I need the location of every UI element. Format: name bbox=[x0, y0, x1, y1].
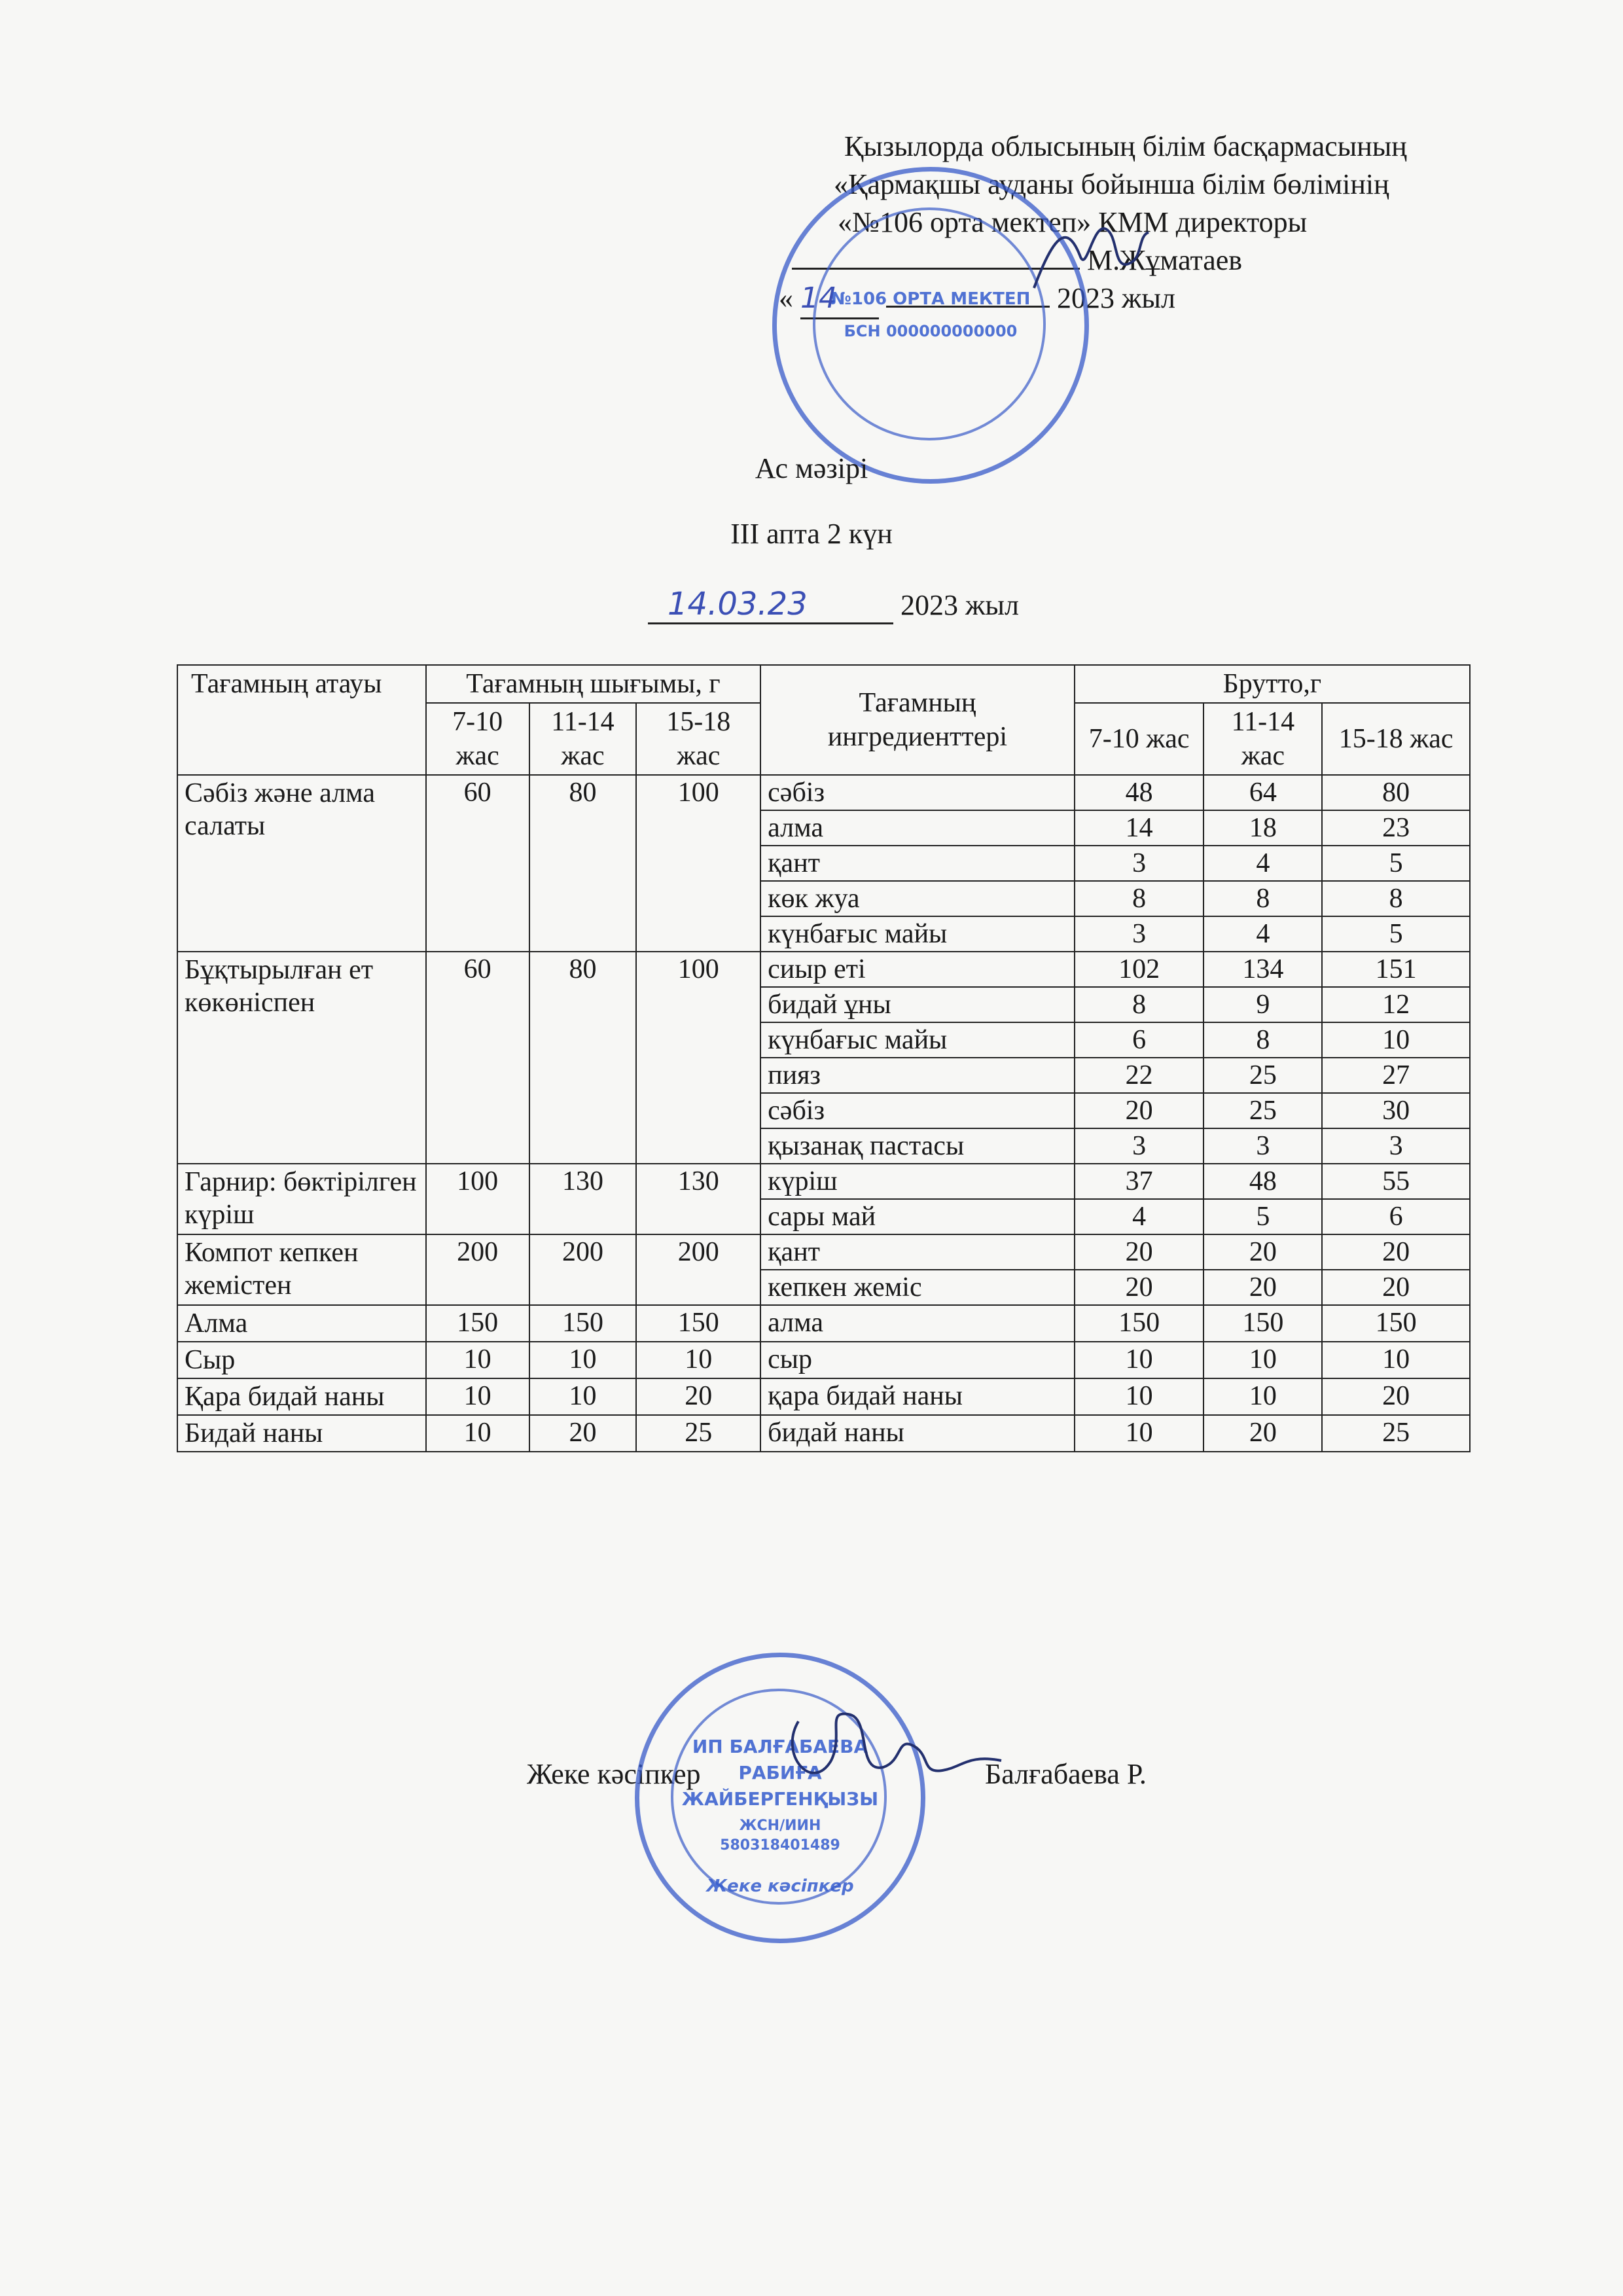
brutto-value: 20 bbox=[1075, 1093, 1204, 1128]
dish-yield: 150 bbox=[529, 1305, 637, 1342]
menu-date-line bbox=[648, 586, 1019, 624]
table-row bbox=[177, 1305, 1470, 1342]
approval-line-3: «№106 орта мектеп» КММ директоры bbox=[838, 206, 1308, 238]
header-yield: Тағамның шығымы, г bbox=[426, 665, 760, 703]
brutto-value: 151 bbox=[1322, 952, 1470, 987]
brutto-value: 20 bbox=[1075, 1270, 1204, 1305]
brutto-value: 9 bbox=[1204, 987, 1322, 1022]
brutto-value: 6 bbox=[1322, 1199, 1470, 1234]
dish-yield: 10 bbox=[426, 1415, 529, 1452]
header-brutto: Брутто,г bbox=[1075, 665, 1470, 703]
brutto-value: 4 bbox=[1075, 1199, 1204, 1234]
brutto-value: 23 bbox=[1322, 810, 1470, 846]
brutto-value: 48 bbox=[1204, 1164, 1322, 1199]
director-name: М.Жұматаев bbox=[1087, 244, 1243, 276]
header-brutto-15-18: 15-18 жас bbox=[1322, 703, 1470, 775]
table-row bbox=[177, 1415, 1470, 1452]
ingredient-name: бидай ұны bbox=[760, 987, 1075, 1022]
menu-year: 2023 жыл bbox=[901, 589, 1019, 621]
footer-left: Жеке кәсіпкер bbox=[527, 1758, 701, 1790]
dish-yield: 20 bbox=[636, 1378, 760, 1415]
dish-yield: 10 bbox=[636, 1342, 760, 1378]
brutto-value: 4 bbox=[1204, 846, 1322, 881]
dish-yield: 150 bbox=[636, 1305, 760, 1342]
dish-name: Компот кепкен жемістен bbox=[177, 1234, 426, 1305]
dish-name: Қара бидай наны bbox=[177, 1378, 426, 1415]
table-row bbox=[177, 775, 1470, 810]
brutto-value: 64 bbox=[1204, 775, 1322, 810]
ip-stamp-text-2: РАБИҒА bbox=[738, 1762, 822, 1784]
brutto-value: 10 bbox=[1322, 1342, 1470, 1378]
dish-name: Бидай наны bbox=[177, 1415, 426, 1452]
brutto-value: 3 bbox=[1075, 1128, 1204, 1164]
ingredient-name: кепкен жеміс bbox=[760, 1270, 1075, 1305]
dish-yield: 60 bbox=[426, 775, 529, 952]
ingredient-name: алма bbox=[760, 810, 1075, 846]
brutto-value: 5 bbox=[1322, 846, 1470, 881]
header-dish: Тағамның атауы bbox=[177, 665, 426, 775]
brutto-value: 55 bbox=[1322, 1164, 1470, 1199]
header-age-15-18: 15-18 жас bbox=[636, 703, 760, 775]
dish-name: Бұқтырылған ет көкөніспен bbox=[177, 952, 426, 1164]
brutto-value: 102 bbox=[1075, 952, 1204, 987]
ingredient-name: қара бидай наны bbox=[760, 1378, 1075, 1415]
ingredient-name: пияз bbox=[760, 1058, 1075, 1093]
dish-yield: 60 bbox=[426, 952, 529, 1164]
brutto-value: 80 bbox=[1322, 775, 1470, 810]
brutto-value: 8 bbox=[1204, 1022, 1322, 1058]
table-row bbox=[177, 1234, 1470, 1270]
table-row bbox=[177, 1378, 1470, 1415]
brutto-value: 10 bbox=[1075, 1378, 1204, 1415]
brutto-value: 30 bbox=[1322, 1093, 1470, 1128]
brutto-value: 3 bbox=[1204, 1128, 1322, 1164]
dish-yield: 200 bbox=[529, 1234, 637, 1305]
director-signature bbox=[1021, 196, 1152, 301]
table-row bbox=[177, 952, 1470, 987]
ip-stamp-text-1: ИП БАЛҒАБАЕВА bbox=[692, 1736, 868, 1757]
header-age-11-14: 11-14 жас bbox=[529, 703, 637, 775]
brutto-value: 5 bbox=[1204, 1199, 1322, 1234]
brutto-value: 3 bbox=[1075, 916, 1204, 952]
footer-right: Балғабаева Р. bbox=[985, 1758, 1147, 1790]
entrepreneur-signature bbox=[772, 1695, 1008, 1800]
ip-stamp-text-4: ЖСН/ИИН bbox=[739, 1818, 821, 1834]
brutto-value: 8 bbox=[1322, 881, 1470, 916]
brutto-value: 25 bbox=[1322, 1415, 1470, 1452]
brutto-value: 134 bbox=[1204, 952, 1322, 987]
brutto-value: 10 bbox=[1204, 1342, 1322, 1378]
brutto-value: 37 bbox=[1075, 1164, 1204, 1199]
brutto-value: 150 bbox=[1204, 1305, 1322, 1342]
menu-table-body bbox=[177, 775, 1470, 1452]
dish-yield: 130 bbox=[529, 1164, 637, 1234]
date-quote: « bbox=[779, 282, 793, 314]
dish-yield: 200 bbox=[636, 1234, 760, 1305]
ingredient-name: бидай наны bbox=[760, 1415, 1075, 1452]
dish-name: Сәбіз және алма салаты bbox=[177, 775, 426, 952]
dish-yield: 100 bbox=[636, 775, 760, 952]
brutto-value: 20 bbox=[1204, 1415, 1322, 1452]
header-brutto-11-14: 11-14 жас bbox=[1204, 703, 1322, 775]
approval-line-1: Қызылорда облысының білім басқармасының bbox=[844, 130, 1407, 162]
brutto-value: 25 bbox=[1204, 1093, 1322, 1128]
brutto-value: 6 bbox=[1075, 1022, 1204, 1058]
ingredient-name: көк жуа bbox=[760, 881, 1075, 916]
approval-year: 2023 жыл bbox=[1057, 282, 1175, 314]
brutto-value: 8 bbox=[1075, 987, 1204, 1022]
brutto-value: 22 bbox=[1075, 1058, 1204, 1093]
ingredient-name: күнбағыс майы bbox=[760, 1022, 1075, 1058]
brutto-value: 20 bbox=[1322, 1234, 1470, 1270]
menu-date-handwritten: 14.03.23 bbox=[648, 586, 893, 624]
brutto-value: 27 bbox=[1322, 1058, 1470, 1093]
brutto-value: 25 bbox=[1204, 1058, 1322, 1093]
header-ingredients: Тағамның ингредиенттері bbox=[760, 665, 1075, 775]
brutto-value: 20 bbox=[1075, 1234, 1204, 1270]
header-age-7-10: 7-10 жас bbox=[426, 703, 529, 775]
brutto-value: 3 bbox=[1075, 846, 1204, 881]
brutto-value: 48 bbox=[1075, 775, 1204, 810]
dish-yield: 10 bbox=[426, 1378, 529, 1415]
dish-yield: 150 bbox=[426, 1305, 529, 1342]
table-row bbox=[177, 1342, 1470, 1378]
brutto-value: 150 bbox=[1075, 1305, 1204, 1342]
date-handwritten: 14 bbox=[800, 279, 879, 319]
dish-name: Алма bbox=[177, 1305, 426, 1342]
brutto-value: 12 bbox=[1322, 987, 1470, 1022]
menu-table bbox=[177, 664, 1471, 1452]
dish-yield: 10 bbox=[529, 1342, 637, 1378]
ingredient-name: сәбіз bbox=[760, 775, 1075, 810]
dish-yield: 130 bbox=[636, 1164, 760, 1234]
dish-yield: 80 bbox=[529, 952, 637, 1164]
ingredient-name: сары май bbox=[760, 1199, 1075, 1234]
ingredient-name: қант bbox=[760, 846, 1075, 881]
brutto-value: 20 bbox=[1204, 1270, 1322, 1305]
dish-yield: 25 bbox=[636, 1415, 760, 1452]
table-row bbox=[177, 1164, 1470, 1199]
dish-name: Гарнир: бөктірілген күріш bbox=[177, 1164, 426, 1234]
ingredient-name: сәбіз bbox=[760, 1093, 1075, 1128]
ip-stamp-text-6: Жеке кәсіпкер bbox=[706, 1876, 854, 1896]
dish-yield: 100 bbox=[426, 1164, 529, 1234]
brutto-value: 3 bbox=[1322, 1128, 1470, 1164]
dish-name: Сыр bbox=[177, 1342, 426, 1378]
page-title: Ас мәзірі bbox=[755, 452, 868, 484]
dish-yield: 10 bbox=[426, 1342, 529, 1378]
ingredient-name: қызанақ пастасы bbox=[760, 1128, 1075, 1164]
dish-yield: 20 bbox=[529, 1415, 637, 1452]
ingredient-name: күнбағыс майы bbox=[760, 916, 1075, 952]
brutto-value: 10 bbox=[1075, 1342, 1204, 1378]
brutto-value: 150 bbox=[1322, 1305, 1470, 1342]
brutto-value: 20 bbox=[1322, 1270, 1470, 1305]
dish-yield: 200 bbox=[426, 1234, 529, 1305]
approval-line-2: «Қармақшы ауданы бойынша білім бөлімінің bbox=[834, 168, 1389, 200]
brutto-value: 20 bbox=[1322, 1378, 1470, 1415]
ingredient-name: сыр bbox=[760, 1342, 1075, 1378]
ingredient-name: сиыр еті bbox=[760, 952, 1075, 987]
brutto-value: 8 bbox=[1075, 881, 1204, 916]
ingredient-name: қант bbox=[760, 1234, 1075, 1270]
school-stamp-text-2: БСН 000000000000 bbox=[844, 322, 1018, 340]
header-brutto-7-10: 7-10 жас bbox=[1075, 703, 1204, 775]
brutto-value: 10 bbox=[1204, 1378, 1322, 1415]
ip-stamp-text-5: 580318401489 bbox=[720, 1837, 840, 1854]
ingredient-name: күріш bbox=[760, 1164, 1075, 1199]
ip-stamp-text-3: ЖАЙБЕРГЕНҚЫЗЫ bbox=[681, 1788, 879, 1810]
brutto-value: 18 bbox=[1204, 810, 1322, 846]
brutto-value: 10 bbox=[1322, 1022, 1470, 1058]
brutto-value: 20 bbox=[1204, 1234, 1322, 1270]
brutto-value: 4 bbox=[1204, 916, 1322, 952]
dish-yield: 80 bbox=[529, 775, 637, 952]
dish-yield: 10 bbox=[529, 1378, 637, 1415]
week-day: III апта 2 күн bbox=[730, 518, 893, 550]
brutto-value: 8 bbox=[1204, 881, 1322, 916]
dish-yield: 100 bbox=[636, 952, 760, 1164]
brutto-value: 14 bbox=[1075, 810, 1204, 846]
ingredient-name: алма bbox=[760, 1305, 1075, 1342]
brutto-value: 10 bbox=[1075, 1415, 1204, 1452]
brutto-value: 5 bbox=[1322, 916, 1470, 952]
school-stamp-text-1: №106 ОРТА МЕКТЕП bbox=[830, 289, 1031, 309]
